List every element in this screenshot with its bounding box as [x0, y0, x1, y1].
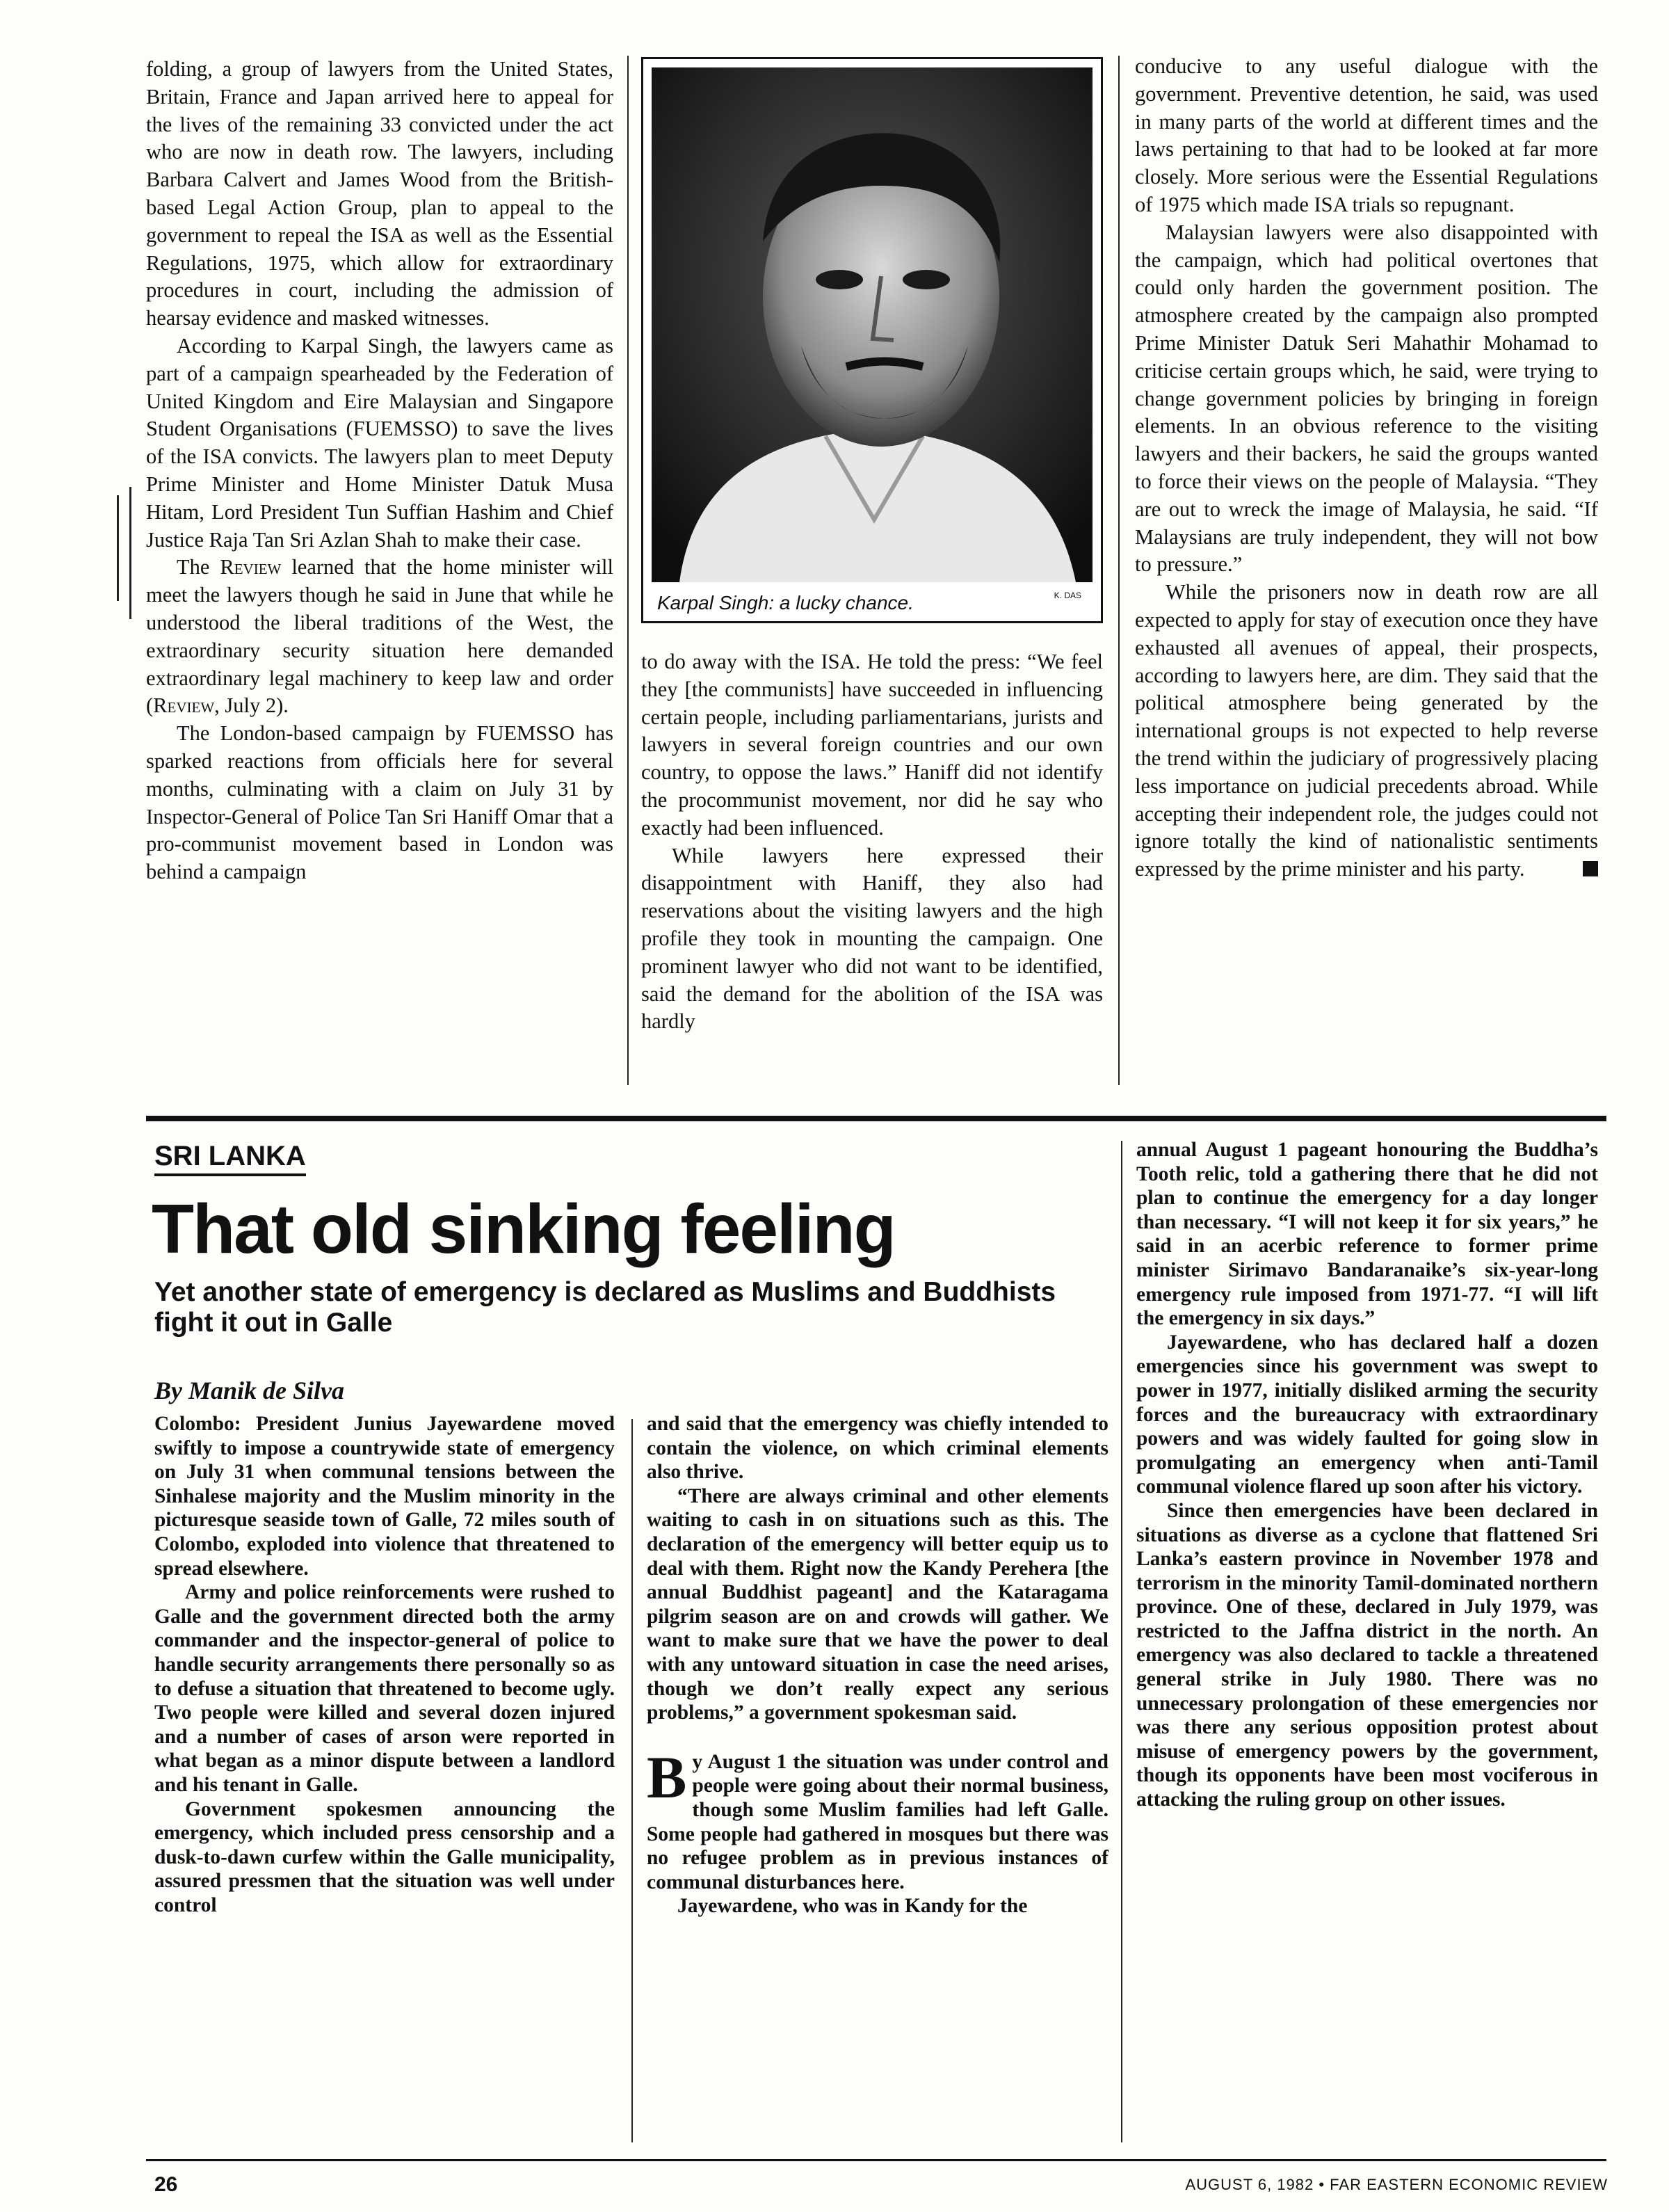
article-divider — [146, 1116, 1606, 1121]
top-col1-paragraph-2: According to Karpal Singh, the lawyers came as part of a campaign spearheaded by the Federation of United Kingdom and Eire Malaysian and Singapore Student Organisations (FUEMSSO) to save the lives of the ISA convicts. The lawyers plan to meet Deputy Prime Minister and Home Minister Datuk Musa Hitam, Lord President Tun Suffian Hashim and Chief Justice Raja Tan Sri Azlan Shah to make their case. — [146, 333, 613, 552]
portrait-illustration — [652, 67, 1092, 582]
top-col3-paragraph-3: While the prisoners now in death row are all expected to apply for stay of execution once they have exhausted all avenues of appeal, their prospects, according to lawyers here, are dim. They said that the political atmosphere being generated by the international groups is not expected to help reverse the trend within the judiciary of progressively placing less importance on judicial precedents abroad. While accepting their independent role, the judges could not ignore totally the kind of nationalistic sentiments expressed by the prime minister and his party. R — [1135, 580, 1622, 881]
top-col3-paragraph-1: conducive to any useful dialogue with the government. Preventive detention, he said, was used in many parts of the world at different times and the laws pertaining to that had to be looked at far more closely. More serious were the Essential Regulations of 1975 which made ISA trials so repugnant. — [1135, 54, 1598, 216]
headline: That old sinking feeling — [152, 1190, 895, 1268]
lower-col3-paragraph-1: annual August 1 pageant honouring the Buddha’s Tooth relic, told a gathering there that he did not plan to continue the emergency for a day longer than necessary. “I will not keep it for six years,” he said in an acerbic reference to former prime minister Sirimavo Bandaranaike’s six-year-long emergency rule imposed from 1971-77. “I will lift the emergency in six days.” — [1136, 1139, 1598, 1330]
photo-frame — [641, 57, 1103, 623]
portrait-photo — [652, 67, 1092, 582]
lower-col2-paragraph-4: Jayewardene, who was in Kandy for the — [677, 1895, 1028, 1918]
lower-column-3 — [1136, 1138, 1598, 1812]
lower-col1-paragraph-2: Army and police reinforcements were rushed to Galle and the government directed both the army commander and the inspector-general of police to handle security arrangements there personally so as to defuse a situation that threatened to become ugly. Two people were killed and several dozen injured and a number of cases of arson were reported in what began as a minor dispute between a landlord and his tenant in Galle. — [154, 1581, 615, 1796]
top-col2-paragraph-1: to do away with the ISA. He told the press: “We feel they [the communists] have succeeded in influencing certain people, including parliamentarians, jurists and lawyers in several foreign countries and our own country, to oppose the laws.” Haniff did not identify the procommunist movement, nor did he say who exactly had been influenced. — [641, 650, 1103, 840]
top-col1-paragraph-1: folding, a group of lawyers from the United States, Britain, France and Japan arrived here to appeal for the lives of the remaining 33 convicted under the act who are now in death row. The lawyers, including Barbara Calvert and James Wood from the British-based Legal Action Group, plan to appeal to the government to repeal the ISA as well as the Essential Regulations, 1975, which allow for extraordinary procedures in court, including the admission of hearsay evidence and masked witnesses. — [146, 57, 613, 330]
drop-cap: B — [647, 1743, 687, 1811]
margin-annotation-mark — [117, 495, 119, 601]
top-column-3 — [1135, 53, 1622, 883]
issue-line: AUGUST 6, 1982 • FAR EASTERN ECONOMIC REVIEW — [1185, 2176, 1608, 2193]
column-rule — [1118, 56, 1120, 1085]
lower-col3-paragraph-3: Since then emergencies have been declared in situations as diverse as a cyclone that flattened Sri Lanka’s eastern province in November 1978 and terrorism in the minority Tamil-dominated northern province. One of these, declared in July 1979, was restricted to the Jaffna district in the north. An emergency was also declared to tackle a threatened general strike in July 1980. There was no unnecessary prolongation of these emergencies nor was there any serious opposition protest about misuse of emergency powers by the government, though its opponents have been most vociferous in attacking the ruling group on other issues. — [1136, 1499, 1598, 1811]
margin-annotation-mark-2 — [129, 487, 131, 619]
deck-subheadline: Yet another state of emergency is declared as Muslims and Buddhists fight it out in Galle — [154, 1277, 1056, 1338]
column-rule — [627, 56, 629, 1085]
section-label: SRI LANKA — [154, 1141, 306, 1176]
photo-caption: Karpal Singh: a lucky chance. — [657, 592, 914, 614]
lower-col2-paragraph-2: “There are always criminal and other elements waiting to cash in on situations such as this. The declaration of the emergency will better equip us to deal with them. Right now the Kandy Perehera [the annual Buddhist pageant] and the Kataragama pilgrim season are on and crowds will gather. We want to make sure that we have the power to deal with any untoward situation in case the need arises, though we don’t really expect any serious problems,” a government spokesman said. — [647, 1484, 1108, 1724]
top-col3-paragraph-2: Malaysian lawyers were also disappointed with the campaign, which had political overtones that could only harden the government position. The atmosphere created by the campaign also prompted Prime Minister Datuk Seri Mahathir Mohamad to criticise certain groups which, he said, were trying to change government policies by bringing in foreign elements. In an obvious reference to the visiting lawyers and their backers, he said the groups wanted to force their views on the people of Malaysia. “They are out to wreck the image of Malaysia, he said. “If Malaysians are truly independent, they will not bow to pressure.” — [1135, 220, 1598, 577]
lower-col2-paragraph-3: By August 1 the situation was under control and people were going about their normal business, though some Muslim families had left Galle. Some people had gathered in mosques but there was no refugee problem as in previous instances of communal disturbances here. — [647, 1743, 1108, 1893]
lower-col3-paragraph-2: Jayewardene, who has declared half a dozen emergencies since his government was swept to power in 1977, initially disliked arming the security forces and the bureaucracy with extraordinary powers and was widely faulted for going slow in promulgating an emergency when anti-Tamil communal violence flared up soon after his victory. — [1136, 1331, 1598, 1498]
top-column-1 — [146, 56, 613, 886]
review-small-caps: Review — [220, 555, 282, 579]
top-column-2 — [641, 648, 1103, 1036]
lower-col1-paragraph-1: Colombo: President Junius Jayewardene moved swiftly to impose a countrywide state of emergency on July 31 when communal tensions between the Sinhalese majority and the Muslim minority in the picturesque seaside town of Galle, 72 miles south of Colombo, exploded into violence that threatened to spread elsewhere. — [154, 1413, 615, 1580]
lower-column-2 — [647, 1412, 1108, 1918]
top-col1-paragraph-4: The London-based campaign by FUEMSSO has sparked reactions from officials here for several months, culminating with a claim on July 31 by Inspector-General of Police Tan Sri Haniff Omar that a pro-communist movement based in London was behind a campaign — [146, 721, 613, 884]
top-col2-paragraph-2: While lawyers here expressed their disappointment with Haniff, they also had reservations about the visiting lawyers and the high profile they took in mounting the campaign. One prominent lawyer who did not want to be identified, said the demand for the abolition of the ISA was hardly — [641, 843, 1103, 1034]
top-col1-paragraph-3: The Review learned that the home minister will meet the lawyers though he said in June that while he understood the liberal traditions of the West, the extraordinary security situation here demanded extraordinary legal machinery to keep law and order (Review, July 2). — [146, 555, 613, 718]
footer-rule — [146, 2159, 1606, 2161]
column-rule — [631, 1419, 633, 2142]
lower-column-1 — [154, 1412, 615, 1917]
photo-credit: K. DAS — [1054, 591, 1081, 600]
byline: By Manik de Silva — [154, 1377, 345, 1404]
column-rule — [1121, 1141, 1122, 2142]
lower-col1-paragraph-3: Government spokesmen announcing the emergency, which included press censorship and a dusk-to-dawn curfew within the Galle municipality, assured pressmen that the situation was well under control — [154, 1797, 615, 1916]
end-of-article-mark: R — [1583, 861, 1598, 876]
page-number: 26 — [154, 2173, 178, 2196]
lower-col2-paragraph-1: and said that the emergency was chiefly intended to contain the violence, on which criminal elements also thrive. — [647, 1413, 1108, 1484]
